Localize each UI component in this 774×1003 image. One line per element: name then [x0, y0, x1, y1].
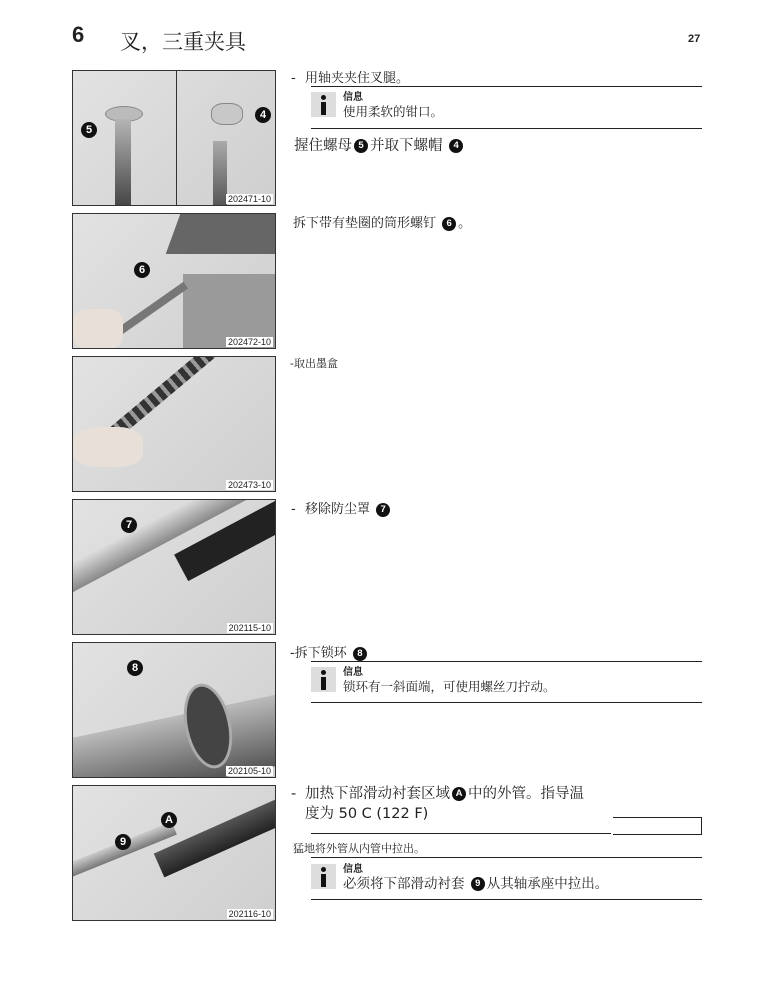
step-text: 移除防尘罩	[305, 502, 371, 517]
info-body: 使用柔软的钳口。	[343, 104, 444, 119]
step-clamp-fork	[291, 67, 409, 86]
divider	[311, 857, 702, 858]
info-icon	[311, 864, 336, 889]
photo-caption: 202473-10	[227, 480, 271, 490]
callout-7: 7	[121, 517, 137, 533]
callout-9: 9	[115, 834, 131, 850]
step-text: 握住螺母	[294, 138, 352, 154]
info-heading: 信息	[343, 864, 363, 875]
info-heading: 信息	[343, 92, 363, 103]
ref-5: 5	[354, 139, 368, 153]
callout-5: 5	[81, 122, 97, 138]
photo-caption: 202105-10	[227, 766, 271, 776]
step-text: 用轴夹夹住叉腿。	[305, 71, 410, 86]
info-box-sliding-bushing	[311, 864, 608, 892]
step-text: 。	[458, 216, 472, 231]
divider	[311, 128, 702, 129]
ref-8: 8	[353, 647, 367, 661]
info-body: 必须将下部滑动衬套	[343, 876, 465, 892]
dash: -	[291, 71, 296, 86]
callout-a: A	[161, 812, 177, 828]
divider	[311, 702, 702, 703]
empty-box	[613, 817, 702, 835]
photo-caption: 202471-10	[227, 194, 271, 204]
divider	[311, 86, 702, 87]
photo-outer-tube	[72, 785, 276, 921]
callout-4: 4	[255, 107, 271, 123]
info-icon	[311, 92, 336, 117]
step-text: 加热下部滑动衬套区域	[305, 786, 450, 802]
step-text: 拆下带有垫圈的筒形螺钉	[293, 216, 437, 231]
info-box-soft-jaws	[311, 92, 443, 120]
step-remove-lock-ring	[290, 642, 369, 661]
divider	[311, 833, 611, 834]
photo-lock-ring	[72, 642, 276, 778]
info-body: 从其轴承座中拉出。	[486, 876, 609, 892]
ref-6: 6	[442, 217, 456, 231]
ref-9: 9	[471, 877, 485, 891]
info-body: 锁环有一斜面端，可使用螺丝刀拧动。	[343, 679, 556, 694]
photo-caption: 202115-10	[228, 623, 271, 633]
ref-a: A	[452, 787, 466, 801]
info-box-lock-ring	[311, 667, 556, 695]
photo-barrel-screw	[72, 213, 276, 349]
photo-dust-cover	[72, 499, 276, 635]
step-text: 猛地将外管从内管中拉出。	[293, 842, 425, 855]
info-heading: 信息	[343, 667, 363, 678]
photo-cartridge	[72, 356, 276, 492]
chapter-title: 叉，三重夹具	[120, 30, 246, 54]
callout-8: 8	[127, 660, 143, 676]
step-text: 并取下螺帽	[370, 138, 443, 154]
step-pull-outer-tube	[293, 840, 425, 856]
step-remove-cartridge	[290, 355, 338, 371]
page-number: 27	[688, 33, 701, 45]
photo-caption: 202116-10	[228, 909, 271, 919]
ref-7: 7	[376, 503, 390, 517]
step-heat-outer-tube	[291, 784, 584, 824]
dash: -	[291, 786, 297, 802]
photo-nut-cap	[72, 70, 276, 206]
step-text: -拆下锁环	[290, 646, 347, 661]
step-remove-cap	[294, 134, 465, 155]
step-text-temperature: 度为 50 C (122 F)	[305, 806, 429, 822]
divider	[311, 899, 702, 900]
ref-4: 4	[449, 139, 463, 153]
chapter-number: 6	[72, 22, 85, 47]
callout-6: 6	[134, 262, 150, 278]
info-icon	[311, 667, 336, 692]
divider	[311, 661, 702, 662]
step-remove-barrel-screw	[293, 212, 471, 231]
step-text: 中的外管。指导温	[468, 786, 584, 802]
step-remove-dust-cover	[291, 498, 392, 517]
dash: -	[291, 502, 296, 517]
photo-caption: 202472-10	[227, 337, 271, 347]
step-text: -取出墨盒	[290, 357, 338, 370]
